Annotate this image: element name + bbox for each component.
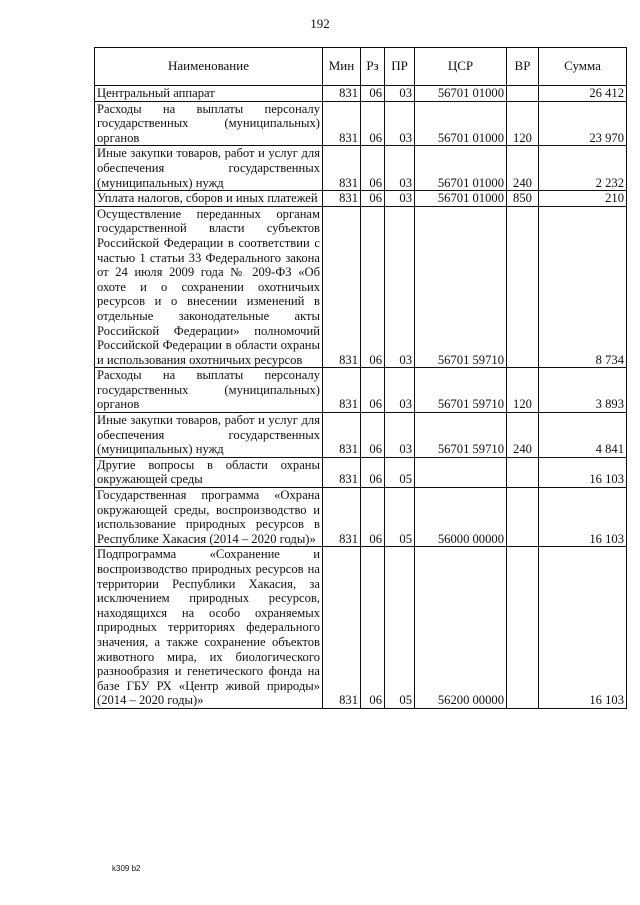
footer-code: k309 b2: [112, 864, 141, 873]
page-number: 192: [310, 16, 330, 31]
row-name: Расходы на выплаты персоналу государственных (муниципальных) органов: [95, 101, 323, 146]
header-csr: ЦСР: [415, 48, 507, 86]
row-rz: 06: [361, 488, 385, 547]
row-vr: 240: [507, 413, 539, 458]
row-sum: 16 103: [539, 547, 627, 709]
row-csr: 56000 00000: [415, 488, 507, 547]
row-csr: 56701 01000: [415, 191, 507, 207]
row-sum: 16 103: [539, 488, 627, 547]
row-pr: 03: [385, 413, 415, 458]
row-csr: 56701 01000: [415, 101, 507, 146]
row-pr: 05: [385, 547, 415, 709]
row-min: 831: [323, 488, 361, 547]
row-name: Другие вопросы в области охраны окружающей среды: [95, 457, 323, 487]
table-row: [95, 547, 627, 709]
row-rz: 06: [361, 457, 385, 487]
row-pr: 03: [385, 368, 415, 413]
row-sum: 4 841: [539, 413, 627, 458]
row-vr: [507, 488, 539, 547]
row-vr: 240: [507, 146, 539, 191]
row-min: 831: [323, 191, 361, 207]
row-sum: 26 412: [539, 86, 627, 102]
row-pr: 03: [385, 146, 415, 191]
row-pr: 03: [385, 86, 415, 102]
row-min: 831: [323, 101, 361, 146]
row-name: Центральный аппарат: [95, 86, 323, 102]
header-pr: ПР: [385, 48, 415, 86]
row-vr: 120: [507, 101, 539, 146]
row-csr: 56701 01000: [415, 86, 507, 102]
table-row: [95, 457, 627, 487]
table-row: [95, 101, 627, 146]
row-rz: 06: [361, 547, 385, 709]
row-sum: 3 893: [539, 368, 627, 413]
row-csr: 56701 59710: [415, 206, 507, 368]
row-name: Государственная программа «Охрана окружающей среды, воспроизводство и использование природных ресурсов в Республике Хакасия (2014 – 2020 годы)»: [95, 488, 323, 547]
row-pr: 03: [385, 101, 415, 146]
row-csr: 56701 59710: [415, 368, 507, 413]
row-name: Иные закупки товаров, работ и услуг для обеспечения государственных (муниципальных) нужд: [95, 146, 323, 191]
table-row: [95, 86, 627, 102]
header-sum: Сумма: [539, 48, 627, 86]
row-vr: 850: [507, 191, 539, 207]
table-row: [95, 191, 627, 207]
row-csr: [415, 457, 507, 487]
row-min: 831: [323, 457, 361, 487]
row-vr: [507, 86, 539, 102]
row-sum: 23 970: [539, 101, 627, 146]
row-vr: 120: [507, 368, 539, 413]
table-row: [95, 413, 627, 458]
row-pr: 03: [385, 206, 415, 368]
row-name: Иные закупки товаров, работ и услуг для обеспечения государственных (муниципальных) нужд: [95, 413, 323, 458]
row-rz: 06: [361, 368, 385, 413]
row-csr: 56701 01000: [415, 146, 507, 191]
row-min: 831: [323, 413, 361, 458]
row-min: 831: [323, 206, 361, 368]
header-min: Мин: [323, 48, 361, 86]
row-rz: 06: [361, 413, 385, 458]
row-name: Расходы на выплаты персоналу государственных (муниципальных) органов: [95, 368, 323, 413]
row-name: Уплата налогов, сборов и иных платежей: [95, 191, 323, 207]
row-sum: 2 232: [539, 146, 627, 191]
row-sum: 16 103: [539, 457, 627, 487]
row-vr: [507, 547, 539, 709]
header-rz: Рз: [361, 48, 385, 86]
table-row: [95, 368, 627, 413]
row-name: Подпрограмма «Сохранение и воспроизводство природных ресурсов на территории Республики Хакасия, за исключением природных ресурсов, находящихся на особо охраняемых природных территориях федерального значения, а также сохранение объектов животного мира, их биологического разнообразия и генетического фонда на базе ГБУ РХ «Центр живой природы» (2014 – 2020 годы)»: [95, 547, 323, 709]
row-vr: [507, 206, 539, 368]
row-rz: 06: [361, 86, 385, 102]
row-min: 831: [323, 86, 361, 102]
table-header-row: [95, 48, 627, 86]
row-sum: 8 734: [539, 206, 627, 368]
row-rz: 06: [361, 101, 385, 146]
header-vr: ВР: [507, 48, 539, 86]
budget-table: [94, 47, 627, 709]
row-name: Осуществление переданных органам государственной власти субъектов Российской Федерации в соответствии с частью 1 статьи 33 Федерального закона от 24 июля 2009 года № 209-ФЗ «Об охоте и о сохранении охотничьих ресурсов и о внесении изменений в отдельные законодательные акты Российской Федерации» полномочий Российской Федерации в области охраны и использования охотничьих ресурсов: [95, 206, 323, 368]
row-min: 831: [323, 146, 361, 191]
row-min: 831: [323, 368, 361, 413]
row-pr: 05: [385, 488, 415, 547]
table-row: [95, 146, 627, 191]
row-csr: 56200 00000: [415, 547, 507, 709]
row-rz: 06: [361, 146, 385, 191]
row-rz: 06: [361, 191, 385, 207]
table-row: [95, 488, 627, 547]
row-pr: 05: [385, 457, 415, 487]
row-rz: 06: [361, 206, 385, 368]
row-csr: 56701 59710: [415, 413, 507, 458]
row-min: 831: [323, 547, 361, 709]
row-sum: 210: [539, 191, 627, 207]
row-pr: 03: [385, 191, 415, 207]
header-name: Наименование: [95, 48, 323, 86]
table-row: [95, 206, 627, 368]
row-vr: [507, 457, 539, 487]
